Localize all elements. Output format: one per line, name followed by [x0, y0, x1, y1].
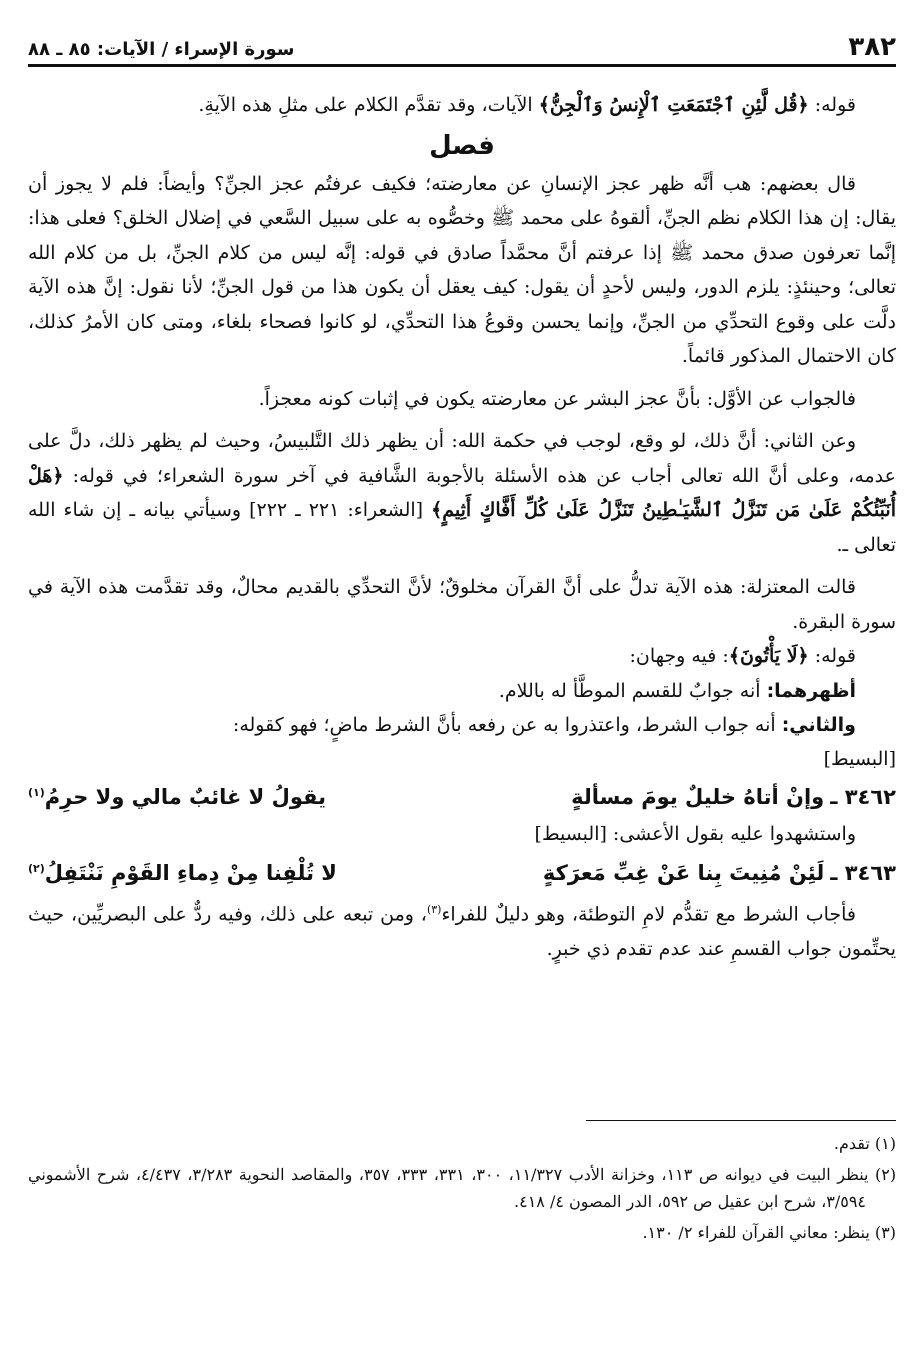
paragraph-conclusion [28, 893, 896, 966]
intro-rest: الآيات، وقد تقدَّم الكلام على مثلِ هذه الآيةِ. [198, 94, 539, 116]
footnote-marker[interactable]: (١) [28, 785, 45, 799]
paragraph-citation: واستشهدوا عليه بقول الأعشى: [البسيط] [534, 822, 856, 845]
footnotes [28, 1130, 896, 1250]
quran-quote: ﴿قُل لَّئِنِ ٱجْتَمَعَتِ ٱلْإِنسُ وَٱلْجِنُّ﴾ [538, 94, 809, 116]
verse-hemistich-first: لَئِنْ مُنِيتَ بِنا عَنْ غِبِّ مَعرَكةٍ [542, 861, 825, 885]
verse-number: ٣٤٦٣ ـ [830, 861, 896, 885]
quran-quote: ﴿لَا يَأْتُونَ﴾ [728, 645, 809, 667]
section-heading: فصل [429, 130, 495, 161]
paragraph-text: قوله: [808, 645, 856, 667]
hemistich-text: لا تُلْفِنا مِنْ دِماءِ القَوْمِ نَنْتَفِلُ [44, 861, 337, 885]
paragraph-second-aspect [28, 708, 896, 743]
poetry-verse [28, 785, 896, 809]
paragraph-two-aspects [28, 639, 896, 674]
running-title: سورة الإسراء / الآيات: ٨٥ ـ ٨٨ [28, 39, 295, 60]
hemistich-text: يقولُ لا غائبٌ مالي ولا حرِمُ [44, 784, 327, 809]
poetry-verse [28, 861, 896, 885]
verse-number: ٣٤٦٢ ـ [830, 784, 896, 809]
book-page [28, 0, 896, 1365]
paragraph-mutazila: قالت المعتزلة: هذه الآية تدلُّ على أنَّ القرآن مخلوقٌ؛ لأنَّ التحدِّي بالقديم محالٌ، وقد تقدَّمت هذه الآية في سورة البقرة. [28, 576, 896, 633]
paragraph-first-aspect [28, 674, 896, 709]
page-body [28, 88, 896, 966]
paragraph-text: أنه جواب الشرط، واعتذروا به عن رفعه بأنَّ الشرط ماضٍ؛ فهو كقوله: [232, 714, 782, 736]
paragraph-text: [الشعراء: ٢٢١ ـ ٢٢٢] وسيأتي بيانه ـ إن شاء الله تعالى ـ. [28, 499, 896, 556]
intro-paragraph [28, 88, 896, 123]
footnote-item: (٢) ينظر البيت في ديوانه ص ١١٣، وخزانة الأدب ١١/٣٢٧، ٣٠٠، ٣٣١، ٣٣٣، ٣٥٧، والمقاصد النحوية ٣/٢٨٣، ٤/٤٣٧، شرح الأشموني ٣/٥٩٤، شرح ابن عقيل ص ٥٩٢، الدر المصون ٤/ ٤١٨. [28, 1165, 897, 1211]
paragraph-text: ، ومن تبعه على ذلك، وفيه ردٌّ على البصريِّين، حيث يحتِّمون جواب القسمِ عند عدم تقدم ذي خبرٍ. [28, 903, 896, 960]
paragraph-text: أنه جوابٌ للقسم الموطَّأ له باللام. [498, 679, 767, 702]
footnote-separator [586, 1120, 896, 1121]
aspect-label: أظهرهما: [766, 679, 856, 702]
paragraph-text: : فيه وجهان: [629, 645, 729, 667]
paragraph-objection: قال بعضهم: هب أنَّه ظهر عجز الإنسانِ عن معارضته؛ فكيف عرفتُم عجز الجنِّ؟ وأيضاً: فلم لا يجوز أن يقال: إن هذا الكلام نظم الجنِّ، ألقوهُ على محمد ﷺ وخصُّوه به على سبيل السَّعي في إضلال الخلق؟ فعلى هذا: إنَّما تعرفون صدق محمد ﷺ إذا عرفتم أنَّ محمَّداً صادق في قوله: إنَّه ليس من كلام الجنِّ، بل من كلام الله تعالى؛ وحينئذٍ: يلزم الدور، وليس لأحدٍ أن يقول: كيف يعقل أن يكون هذا من قول الجنِّ؛ لأنا نقول: إنَّ هذه الآية دلَّت على وقوع التحدِّي من الجنِّ، وإنما يحسن وقوعُ هذا التحدِّي، لو كانوا فصحاء بلغاء، ومتى كان الأمرُ كذلك، كان الاحتمال المذكور قائماً. [28, 172, 896, 367]
page-number: ٣٨٢ [848, 32, 896, 62]
footnote-item: (١) تقدم. [833, 1134, 896, 1153]
running-header [28, 30, 896, 67]
paragraph-answer-second [28, 424, 896, 562]
paragraph-answer-first: فالجواب عن الأوَّل: بأنَّ عجز البشر عن معارضته يكون في إثبات كونه معجزاً. [258, 387, 856, 410]
paragraph-text: فأجاب الشرط مع تقدُّم لامِ التوطئة، وهو دليلٌ للفراء [441, 903, 857, 926]
verse-hemistich-second [28, 861, 426, 885]
aspect-label: والثاني: [781, 714, 856, 736]
footnote-marker[interactable]: (٣) [426, 903, 442, 916]
paragraph-text: وعن الثاني: أنَّ ذلك، لو وقع، لوجب في حكمة الله: أن يظهر ذلك التَّلبيسُ، وحيث لم يظهر ذلك، دلَّ على عدمه، وعلى أنَّ الله تعالى أجاب عن هذه الأسئلة بالأجوبة الشَّافية في آخر سورة الشعراء؛ في قوله: [28, 430, 896, 487]
meter-label: [البسيط] [823, 747, 896, 770]
verse-hemistich-first: وإنْ أتاهُ خليلٌ يومَ مسألةٍ [571, 784, 825, 809]
footnote-marker[interactable]: (٢) [28, 862, 45, 875]
footnote-item: (٣) ينظر: معاني القرآن للفراء ٢/ ١٣٠. [642, 1223, 896, 1242]
verse-hemistich-second [28, 785, 426, 809]
quran-quote: ﴿هَلْ أُنَبِّئُكُمْ عَلَىٰ مَن تَنَزَّلُ ٱلشَّيَـٰطِينُ تَنَزَّلُ عَلَىٰ كُلِّ أَفَّاكٍ أَثِيمٍ﴾ [28, 464, 896, 521]
intro-lead: قوله: [808, 94, 856, 116]
